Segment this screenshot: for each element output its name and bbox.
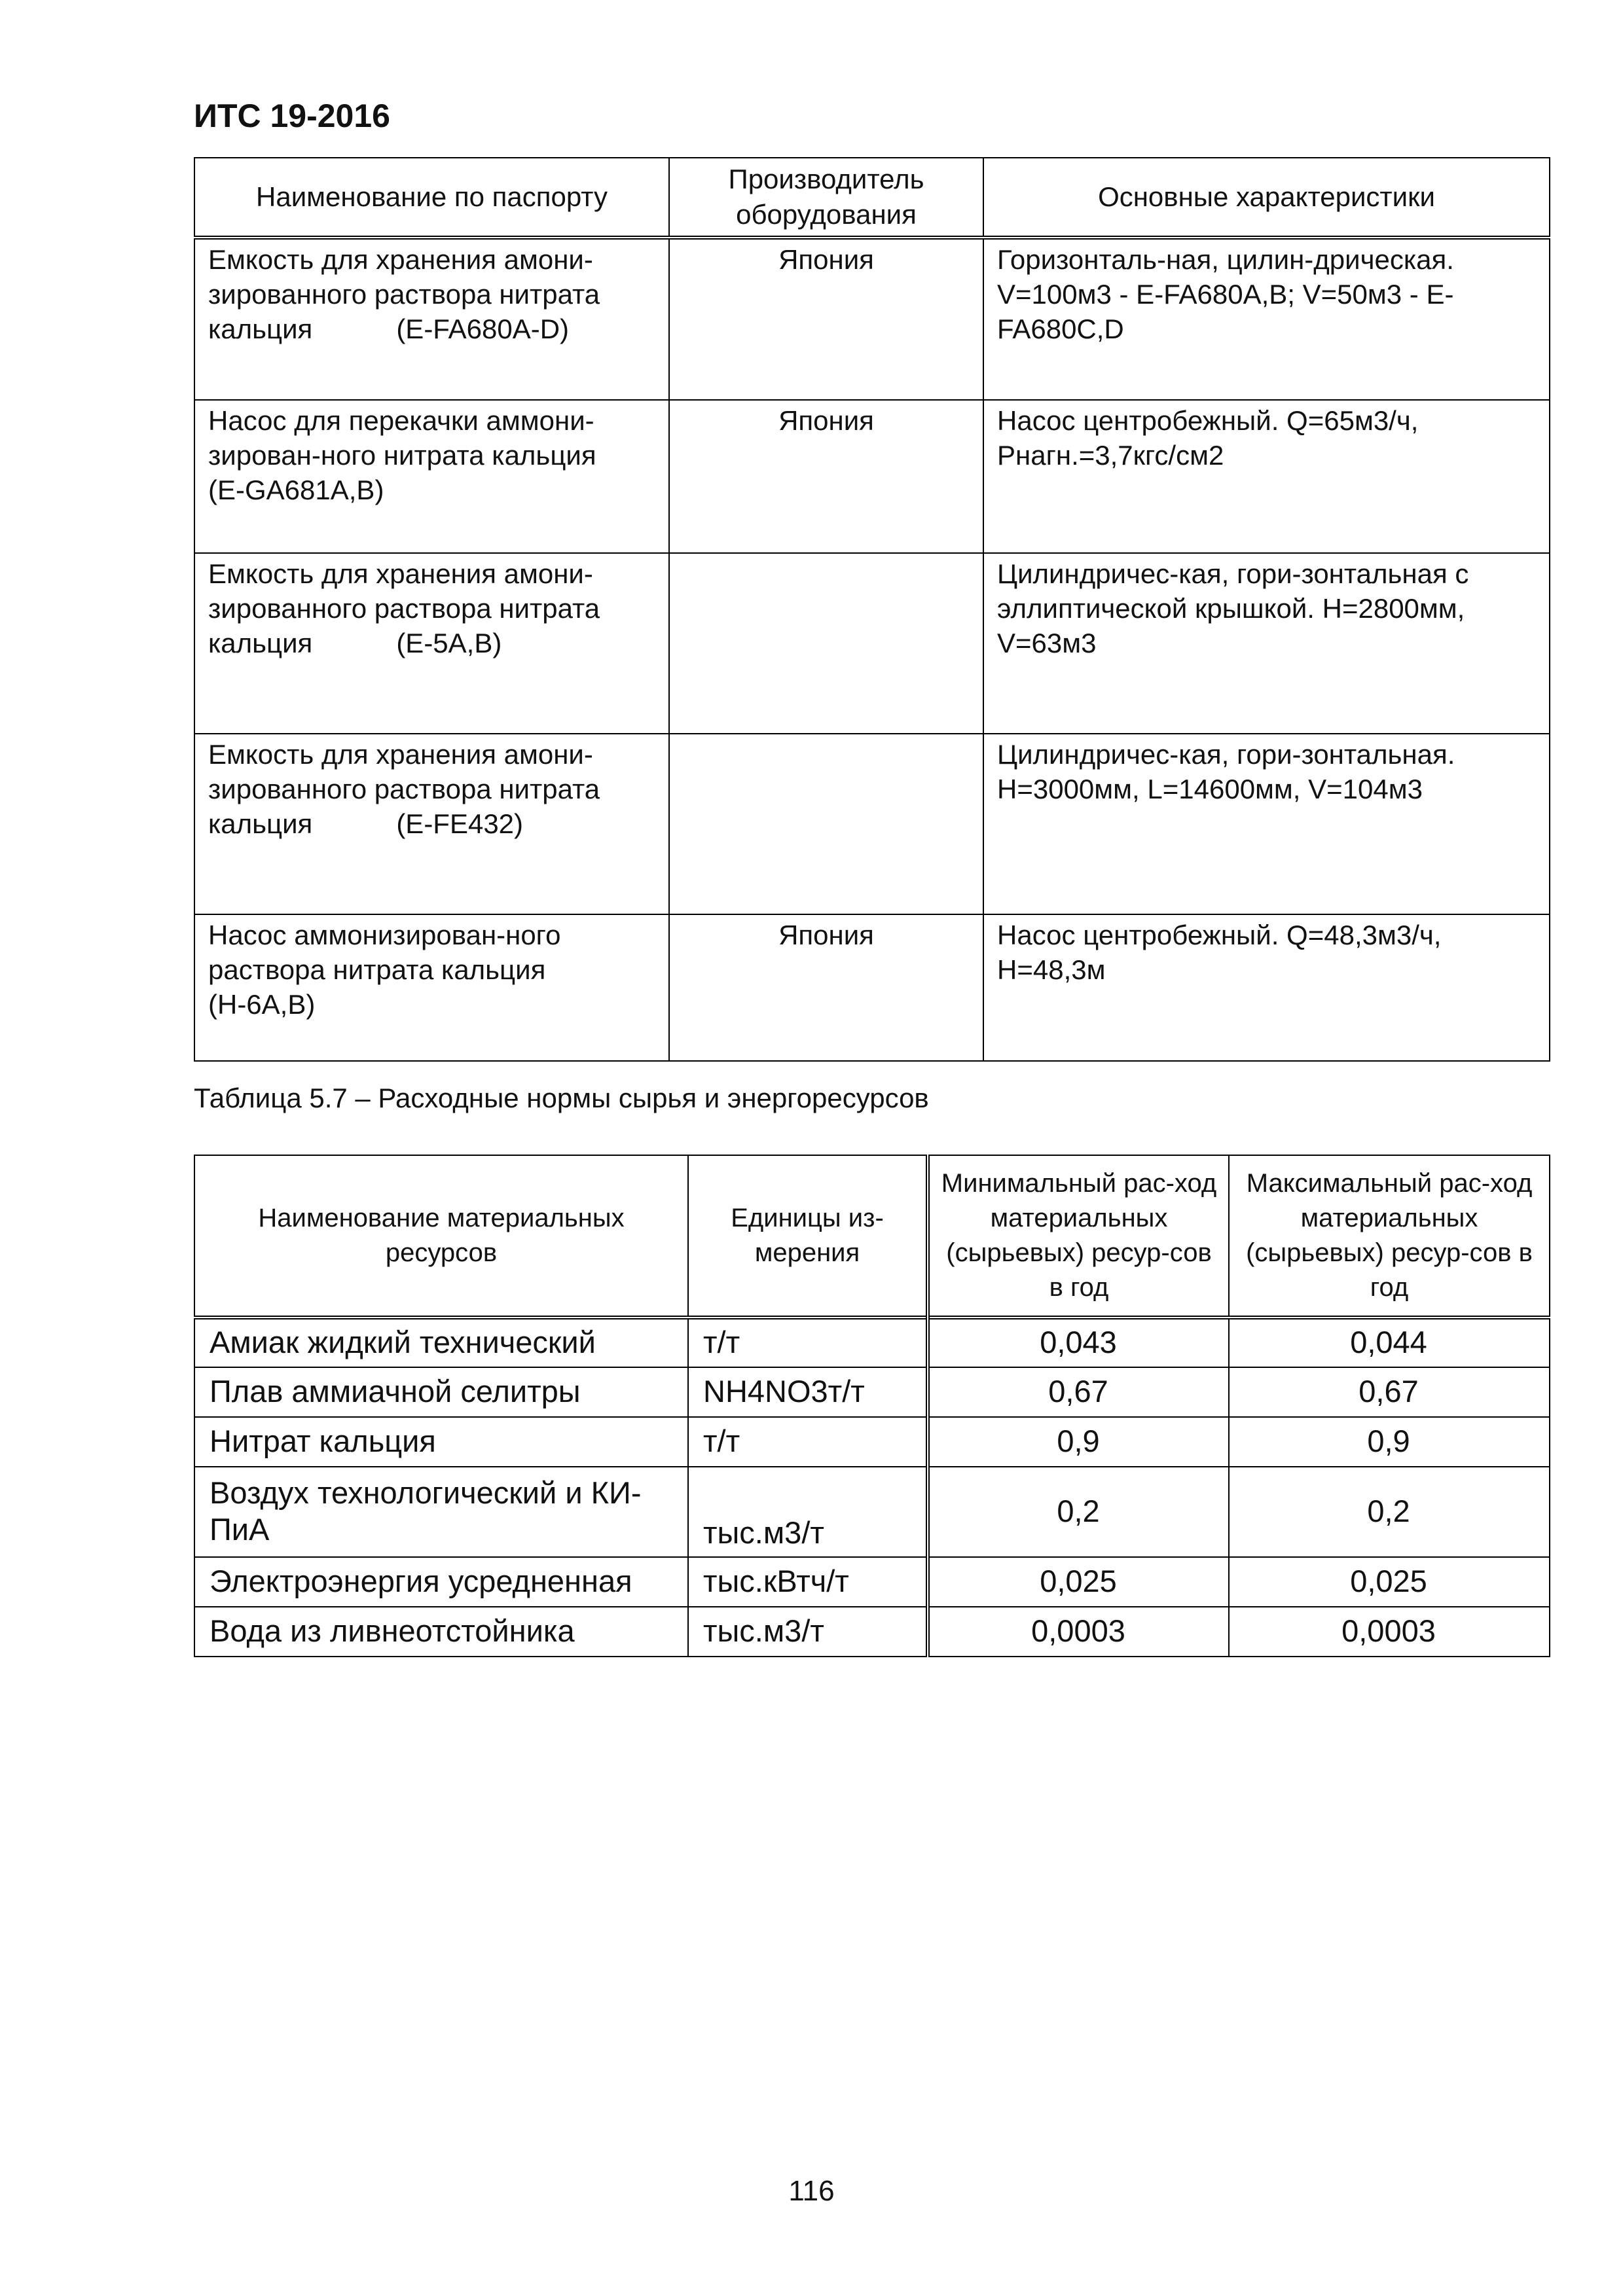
resource-name-cell: Воздух технологический и КИ-ПиА (194, 1467, 688, 1557)
equipment-name-line: Емкость для хранения амони- (208, 558, 593, 589)
resource-name-cell: Вода из ливнеотстойника (194, 1607, 688, 1657)
column-header-max-consumption: Максимальный рас-ход материальных (сырьевых) ресур-сов в год (1229, 1155, 1550, 1318)
max-value-cell: 0,0003 (1229, 1607, 1550, 1657)
equipment-name-line: Емкость для хранения амони- (208, 244, 593, 275)
characteristics-cell: Цилиндричес-кая, гори-зонтальная. Н=3000мм, L=14600мм, V=104м3 (983, 734, 1550, 914)
characteristics-cell: Горизонталь-ная, цилин-дрическая. V=100м3 - E-FA680A,B; V=50м3 - E-FA680C,D (983, 238, 1550, 400)
characteristics-cell: Цилиндричес-кая, гори-зонтальная с эллиптической крышкой. Н=2800мм, V=63м3 (983, 553, 1550, 734)
equipment-name-line: кальция (E-5A,B) (208, 626, 659, 660)
table-row (194, 238, 1550, 400)
column-header-min-consumption: Минимальный рас-ход материальных (сырьевых) ресур-сов в год (928, 1155, 1229, 1318)
max-value-cell: 0,025 (1229, 1557, 1550, 1607)
norms-table-header-row (194, 1155, 1550, 1318)
min-value-cell: 0,67 (928, 1367, 1229, 1417)
manufacturer-cell: Япония (669, 400, 983, 553)
table-row (194, 1557, 1550, 1607)
max-value-cell: 0,67 (1229, 1367, 1550, 1417)
equipment-name-line: раствора нитрата кальция (208, 954, 546, 985)
equipment-table-header-row (194, 158, 1550, 238)
table-row (194, 914, 1550, 1061)
table-row (194, 734, 1550, 914)
manufacturer-cell: Япония (669, 914, 983, 1061)
manufacturer-cell (669, 734, 983, 914)
characteristics-cell: Насос центробежный. Q=65м3/ч, Рнагн.=3,7кгс/см2 (983, 400, 1550, 553)
unit-cell: тыс.м3/т (688, 1607, 928, 1657)
equipment-code: (E-FA680A-D) (396, 314, 570, 344)
resource-name-cell: Нитрат кальция (194, 1417, 688, 1467)
equipment-name-cell (194, 400, 669, 553)
equipment-name-line: зированного раствора нитрата (208, 593, 600, 624)
column-header-resource-name: Наименование материальных ресурсов (194, 1155, 688, 1318)
equipment-name-line: (E-GA681A,B) (208, 475, 384, 505)
table-row (194, 1417, 1550, 1467)
equipment-name-line: Насос для перекачки аммони- (208, 405, 594, 436)
equipment-name-line: Насос аммонизирован-ного (208, 920, 561, 950)
page-number: 116 (788, 2175, 835, 2207)
equipment-name-line: кальция (E-FA680A-D) (208, 312, 659, 346)
equipment-code: (E-5A,B) (396, 628, 502, 658)
table-row (194, 553, 1550, 734)
table-row (194, 1607, 1550, 1657)
max-value-cell: 0,044 (1229, 1318, 1550, 1367)
manufacturer-cell (669, 553, 983, 734)
table-row (194, 400, 1550, 553)
column-header-characteristics: Основные характеристики (983, 158, 1550, 238)
equipment-name-cell (194, 238, 669, 400)
unit-cell: тыс.кВтч/т (688, 1557, 928, 1607)
table-row (194, 1367, 1550, 1417)
document-code-header: ИТС 19-2016 (194, 98, 390, 134)
equipment-code: (E-FE432) (396, 808, 524, 839)
equipment-name-cell (194, 914, 669, 1061)
max-value-cell: 0,9 (1229, 1417, 1550, 1467)
unit-cell: тыс.м3/т (688, 1467, 928, 1557)
unit-cell: т/т (688, 1318, 928, 1367)
resource-name-cell: Плав аммиачной селитры (194, 1367, 688, 1417)
column-header-unit: Единицы из-мерения (688, 1155, 928, 1318)
consumption-norms-table (194, 1155, 1550, 1657)
equipment-name-cell (194, 553, 669, 734)
table-row (194, 1467, 1550, 1557)
equipment-name-line: зированного раствора нитрата (208, 279, 600, 310)
equipment-name-line: Емкость для хранения амони- (208, 739, 593, 770)
column-header-manufacturer: Производитель оборудования (669, 158, 983, 238)
unit-cell: т/т (688, 1417, 928, 1467)
unit-cell: NH4NO3т/т (688, 1367, 928, 1417)
equipment-name-line: зированного раствора нитрата (208, 774, 600, 804)
resource-name-cell: Амиак жидкий технический (194, 1318, 688, 1367)
table-row (194, 1318, 1550, 1367)
min-value-cell: 0,2 (928, 1467, 1229, 1557)
equipment-name-cell (194, 734, 669, 914)
min-value-cell: 0,025 (928, 1557, 1229, 1607)
equipment-table (194, 157, 1550, 1062)
table-caption: Таблица 5.7 – Расходные нормы сырья и энергоресурсов (194, 1083, 929, 1113)
equipment-name-line: кальция (E-FE432) (208, 806, 659, 841)
equipment-name-line: (H-6A,B) (208, 989, 316, 1020)
manufacturer-cell: Япония (669, 238, 983, 400)
max-value-cell: 0,2 (1229, 1467, 1550, 1557)
min-value-cell: 0,9 (928, 1417, 1229, 1467)
min-value-cell: 0,043 (928, 1318, 1229, 1367)
column-header-passport-name: Наименование по паспорту (194, 158, 669, 238)
min-value-cell: 0,0003 (928, 1607, 1229, 1657)
equipment-name-line: зирован-ного нитрата кальция (208, 440, 596, 471)
characteristics-cell: Насос центробежный. Q=48,3м3/ч, Н=48,3м (983, 914, 1550, 1061)
resource-name-cell: Электроэнергия усредненная (194, 1557, 688, 1607)
